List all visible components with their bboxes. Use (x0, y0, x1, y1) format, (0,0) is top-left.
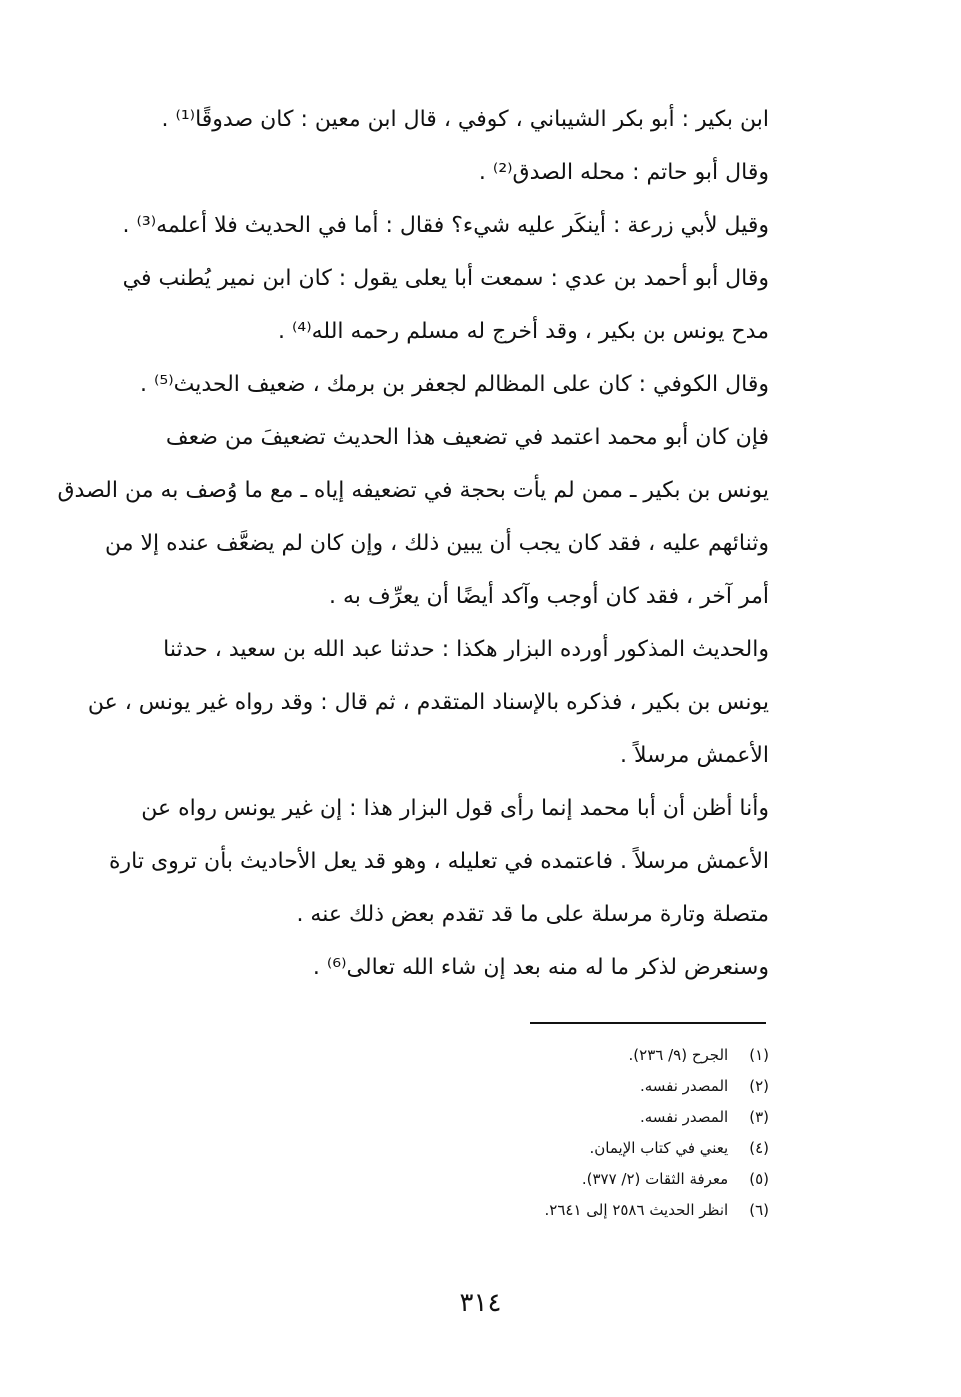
footnote-number: (٥) (749, 1170, 769, 1188)
footnote-text: المصدر نفسه. (639, 1077, 729, 1095)
paragraph-opinion-line-1: وأنا أظن أن أبا محمد إنما رأى قول البزار هذا : إن غير يونس رواه عن (141, 796, 769, 821)
footnote-number: (١) (749, 1046, 769, 1064)
footnote-text: معرفة الثقات (٢/ ٣٧٧). (581, 1170, 729, 1188)
paragraph-bazzar-line-2: يونس بن بكير ، فذكره بالإسناد المتقدم ، ثم قال : وقد رواه غير يونس ، عن (87, 690, 769, 715)
paragraph-opinion-line-2: الأعمش مرسلاً . فاعتمده في تعليله ، وهو قد يعل الأحاديث بأن تروى تارة (108, 849, 769, 874)
footnote (329, 1133, 769, 1164)
footnote-number: (٢) (749, 1077, 769, 1095)
paragraph-ibn-adi-line-2: مدح يونس بن بكير ، وقد أخرج له مسلم رحمه الله⁽⁴⁾ . (278, 319, 769, 344)
paragraph-abu-zura: وقيل لأبي زرعة : أينكَر عليه شيء؟ فقال : أما في الحديث فلا أعلمه⁽³⁾ . (122, 213, 769, 238)
paragraph-bazzar-line-3: الأعمش مرسلاً . (619, 743, 769, 768)
paragraph-abu-muhammad-line-1: فإن كان أبو محمد اعتمد في تضعيف هذا الحديث تضعيفَ من ضعف (165, 425, 769, 450)
paragraph-opinion-line-3: متصلة وتارة مرسلة على ما قد تقدم بعض ذلك عنه . (296, 902, 769, 927)
paragraph-bazzar-line-1: والحديث المذكور أورده البزار هكذا : حدثنا عبد الله بن سعيد ، حدثنا (163, 637, 769, 662)
footnote (329, 1164, 769, 1195)
footnote-number: (٤) (749, 1139, 769, 1157)
footnote (329, 1195, 769, 1226)
footnote-text: الجرح (٩/ ٢٣٦). (628, 1046, 729, 1064)
footnote-text: يعني في كتاب الإيمان. (589, 1139, 729, 1157)
footnote (329, 1040, 769, 1071)
paragraph-ibn-bukayr: ابن بكير : أبو بكر الشيباني ، كوفي ، قال ابن معين : كان صدوقًا⁽¹⁾ . (161, 107, 769, 132)
paragraph-closing: وسنعرض لذكر ما له منه بعد إن شاء الله تعالى⁽⁶⁾ . (312, 955, 769, 980)
paragraph-abu-hatim: وقال أبو حاتم : محله الصدق⁽²⁾ . (478, 160, 769, 185)
footnote-number: (٣) (749, 1108, 769, 1126)
paragraph-ibn-adi-line-1: وقال أبو أحمد بن عدي : سمعت أبا يعلى يقول : كان ابن نمير يُطنب في (122, 266, 769, 291)
paragraph-abu-muhammad-line-3: وثنائهم عليه ، فقد كان يجب أن يبين ذلك ، وإن كان لم يضعَّف عنده إلا من (104, 531, 769, 556)
footnote-text: انظر الحديث ٢٥٨٦ إلى ٢٦٤١. (544, 1201, 729, 1219)
paragraph-abu-muhammad-line-4: أمر آخر ، فقد كان أوجب وآكد أيضًا أن يعرِّف به . (328, 584, 769, 609)
footnote (329, 1071, 769, 1102)
footnotes (329, 1040, 769, 1226)
paragraph-abu-muhammad-line-2: يونس بن بكير ـ ممن لم يأت بحجة في تضعيفه إياه ـ مع ما وُصف به من الصدق (57, 478, 769, 503)
main-text (57, 93, 769, 994)
footnote (329, 1102, 769, 1133)
footnote-text: المصدر نفسه. (639, 1108, 729, 1126)
page-number: ٣١٤ (459, 1288, 502, 1318)
footnote-separator (530, 1022, 766, 1024)
paragraph-kufi: وقال الكوفي : كان على المظالم لجعفر بن برمك ، ضعيف الحديث⁽⁵⁾ . (139, 372, 769, 397)
footnote-number: (٦) (749, 1201, 769, 1219)
